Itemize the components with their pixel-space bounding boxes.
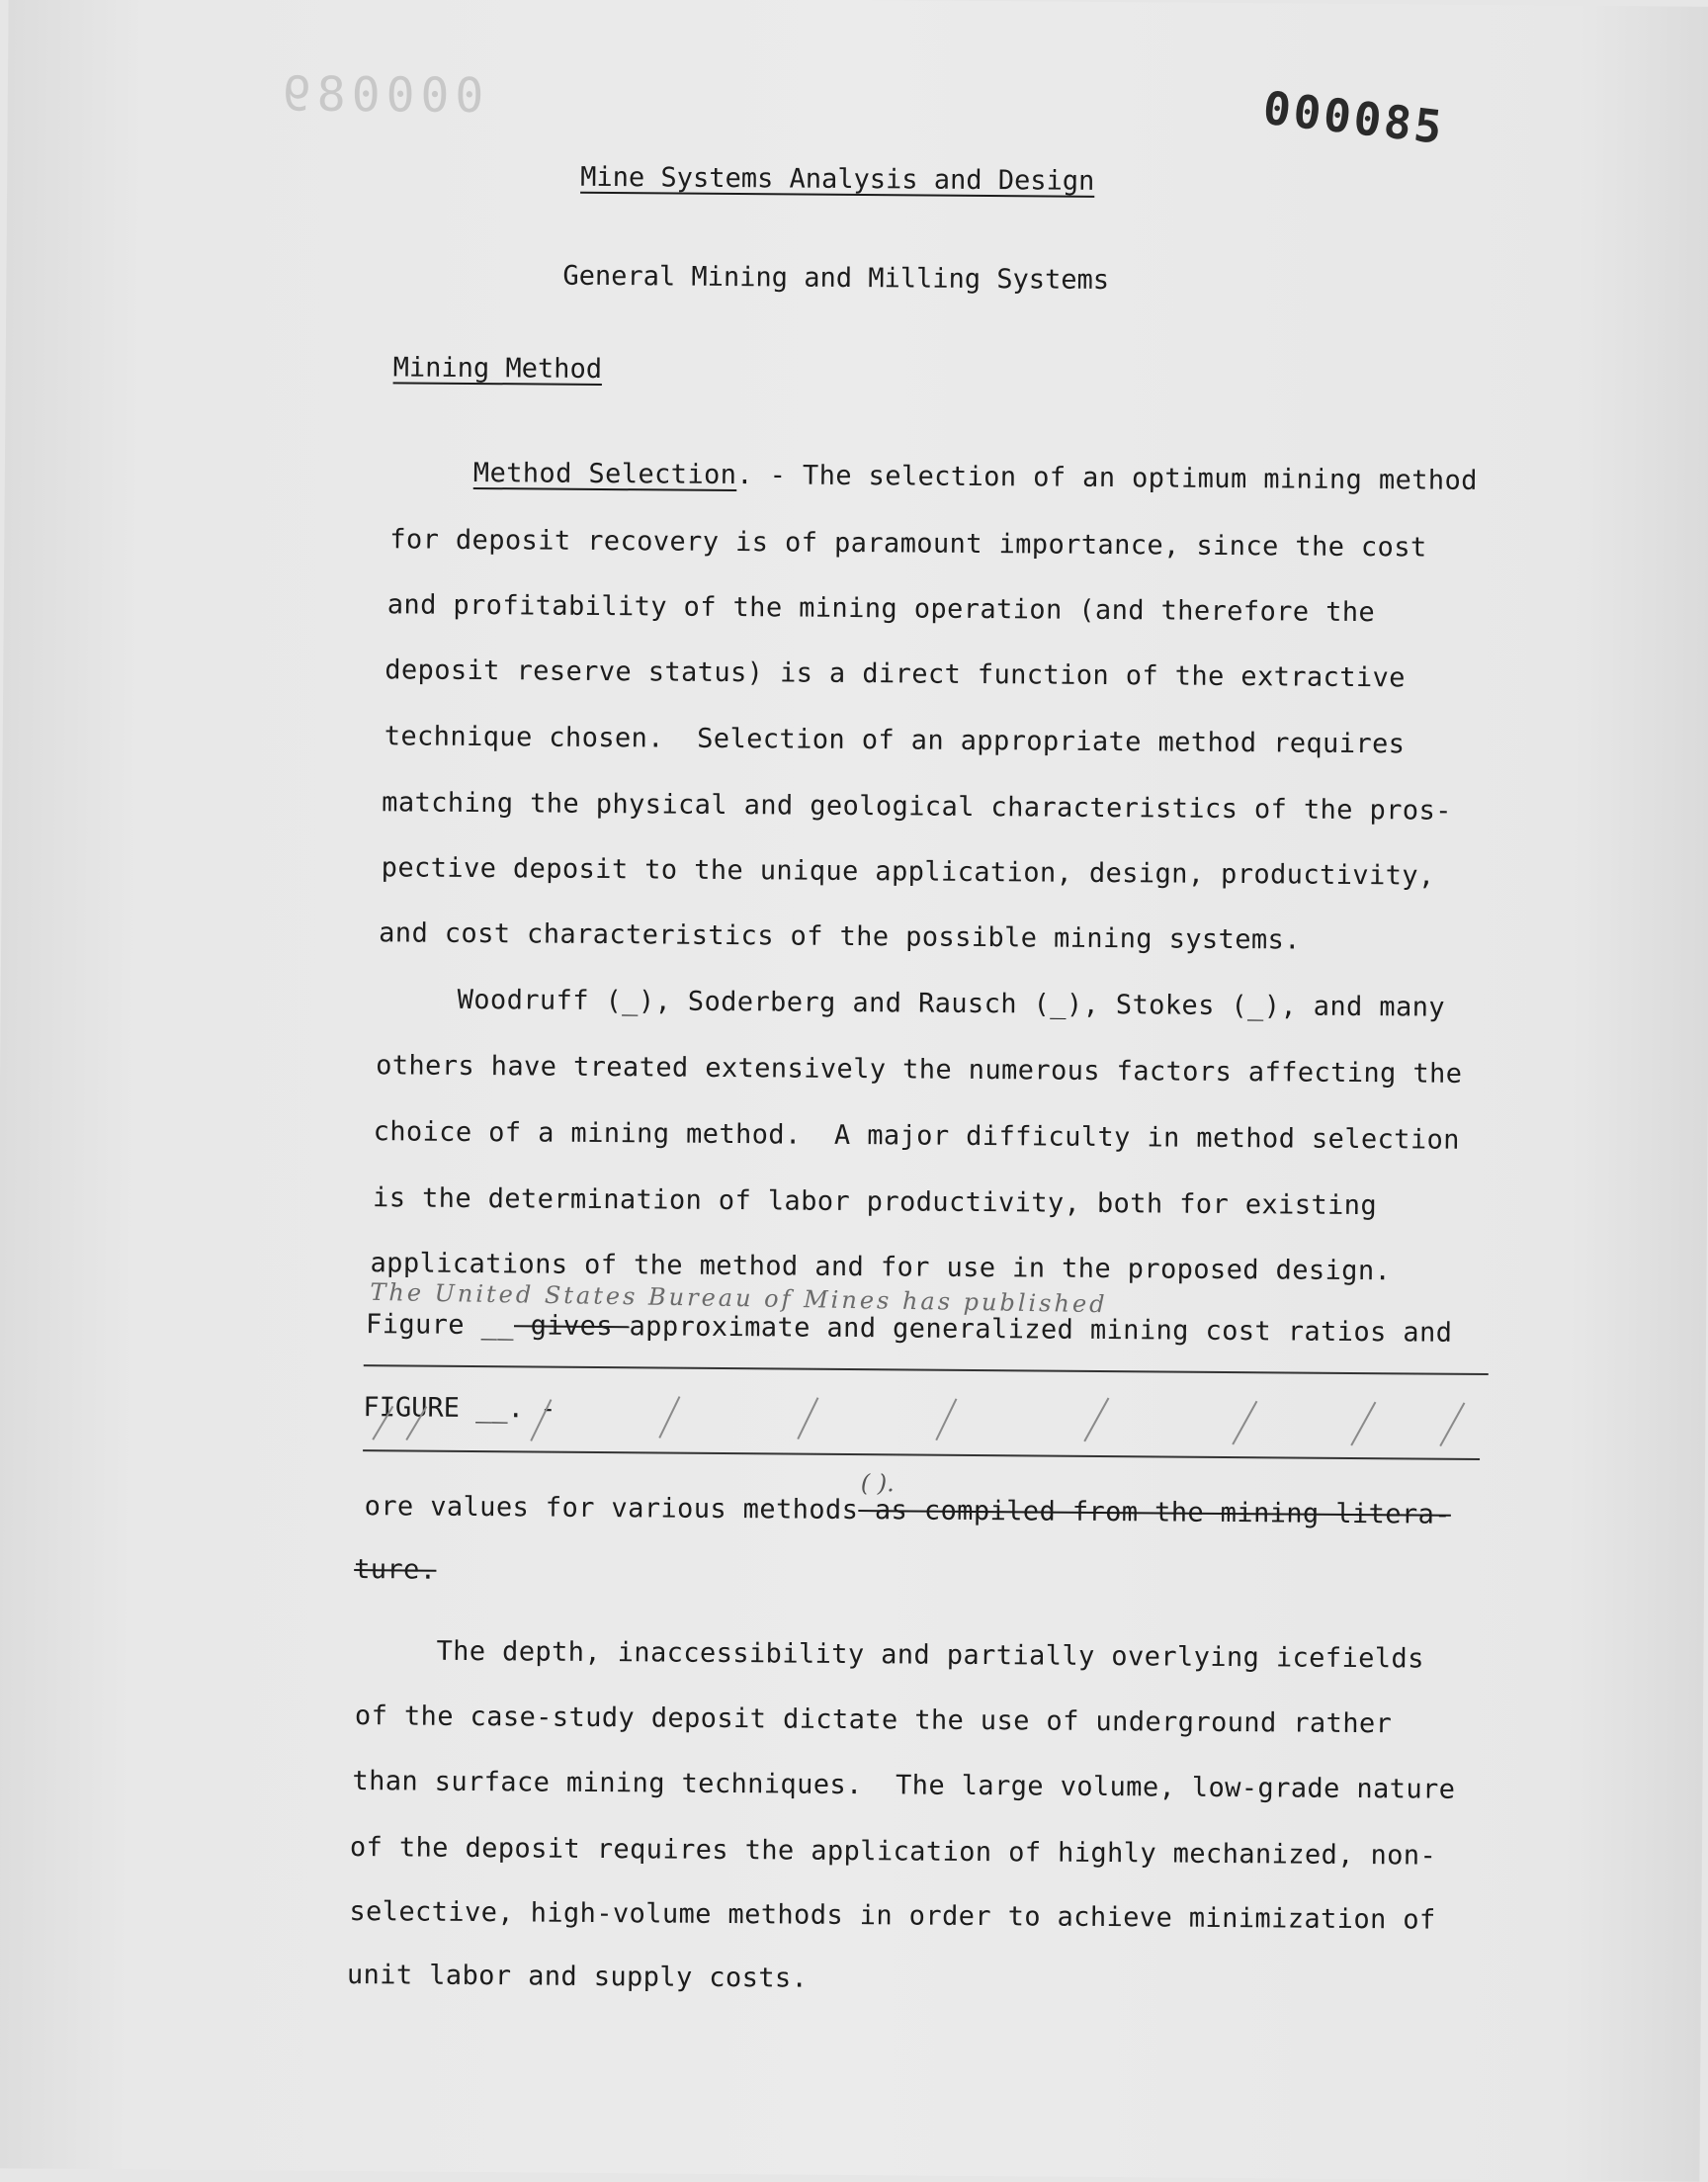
- page-number: 000085: [1260, 81, 1447, 154]
- para2-line-4: is the determination of labor productivity, both for existing: [373, 1182, 1377, 1221]
- para2-line-1: Woodruff (_), Soderberg and Rausch (_), Stokes (_), and many: [458, 985, 1446, 1023]
- para2-line-7: [365, 1491, 1451, 1530]
- para3-line-2: of the case-study deposit dictate the use of underground rather: [355, 1701, 1393, 1739]
- struck-text: gives: [514, 1310, 630, 1342]
- para3-line-6: unit labor and supply costs.: [347, 1960, 809, 1994]
- figure-caption-placeholder: FIGURE __. -: [363, 1392, 555, 1425]
- handwritten-insertion: The United States Bureau of Mines has published: [370, 1278, 1108, 1318]
- para1-line-8: and cost characteristics of the possible mining systems.: [379, 917, 1301, 955]
- struck-text: ture.: [354, 1554, 437, 1586]
- para2-line-5: applications of the method and for use in the proposed design.: [370, 1248, 1391, 1286]
- handwritten-citation: ( ).: [861, 1469, 895, 1497]
- figure-ref-blank: __: [481, 1310, 515, 1341]
- struck-text: as compiled from the mining litera-: [858, 1495, 1451, 1530]
- para2-line-6: [366, 1309, 1452, 1349]
- para3-line-4: of the deposit requires the application of highly mechanized, non-: [350, 1832, 1436, 1872]
- figure-top-rule: [364, 1364, 1489, 1375]
- document-title: Mine Systems Analysis and Design: [580, 162, 1094, 197]
- para1-line-4: deposit reserve status) is a direct function of the extractive: [384, 655, 1406, 693]
- para2-line-3: choice of a mining method. A major difficulty in method selection: [374, 1116, 1460, 1156]
- para1-line-1: [473, 458, 1478, 496]
- para1-line-3: and profitability of the mining operation (and therefore the: [387, 589, 1376, 628]
- figure-hatch-marks: [363, 1388, 1490, 1456]
- para2-line-7-text: ore values for various methods: [365, 1491, 859, 1526]
- para1-line-6: matching the physical and geological characteristics of the pros-: [382, 787, 1452, 827]
- para3-line-3: than surface mining techniques. The large volume, low-grade nature: [352, 1766, 1455, 1805]
- section-heading: Mining Method: [393, 352, 603, 385]
- run-in-heading: Method Selection: [473, 458, 737, 490]
- para3-line-1: The depth, inaccessibility and partially overlying icefields: [436, 1636, 1424, 1675]
- para1-line-5: technique chosen. Selection of an appropriate method requires: [384, 721, 1406, 759]
- para1-line-7: pective deposit to the unique application, design, productivity,: [382, 852, 1435, 891]
- para1-line-1-text: . - The selection of an optimum mining method: [736, 460, 1478, 496]
- para2-line-2: others have treated extensively the numerous factors affecting the: [376, 1050, 1462, 1090]
- para2-line-6-text: approximate and generalized mining cost ratios and: [629, 1311, 1452, 1349]
- para3-line-5: selective, high-volume methods in order to achieve minimization of: [349, 1896, 1435, 1936]
- figure-ref-word: Figure: [366, 1309, 481, 1341]
- bleed-through-number: 000089: [277, 66, 484, 124]
- document-subtitle: General Mining and Milling Systems: [562, 261, 1109, 296]
- para1-line-2: for deposit recovery is of paramount importance, since the cost: [389, 524, 1427, 563]
- para2-line-8: [354, 1554, 437, 1586]
